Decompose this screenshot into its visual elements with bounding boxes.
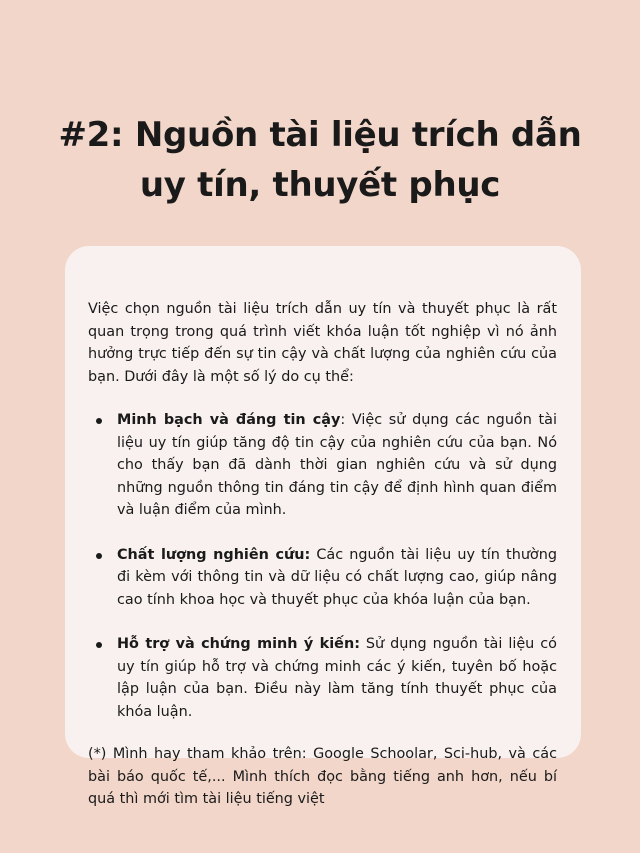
reason-heading: Hỗ trợ và chứng minh ý kiến: — [117, 636, 360, 652]
reason-item-support — [117, 633, 557, 723]
reason-body: Các nguồn tài liệu uy tín thường đi kèm với thông tin và dữ liệu có chất lượng cao, giúp nâng cao tính khoa học và thuyết phục của khóa luận của bạn. — [117, 546, 557, 608]
bullet-dot-icon — [96, 418, 102, 424]
reason-item-transparency — [117, 409, 557, 522]
bullet-dot-icon — [96, 553, 102, 559]
reason-body: Sử dụng nguồn tài liệu có uy tín giúp hỗ trợ và chứng minh các ý kiến, tuyên bố hoặc lập luận của bạn. Điều này làm tăng tính thuyết phục của khóa luận. — [117, 636, 557, 720]
intro-paragraph: Việc chọn nguồn tài liệu trích dẫn uy tín và thuyết phục là rất quan trọng trong quá trình viết khóa luận tốt nghiệp vì nó ảnh hưởng trực tiếp đến sự tin cậy và chất lượng của nghiên cứu của bạn. Dưới đây là một số lý do cụ thể: — [88, 301, 557, 385]
footnote-paragraph: (*) Mình hay tham khảo trên: Google Schoolar, Sci-hub, và các bài báo quốc tế,... Mình thích đọc bằng tiếng anh hơn, nếu bí quá thì mới tìm tài liệu tiếng việt — [88, 746, 557, 807]
page-title — [0, 110, 640, 210]
reason-item-quality — [117, 544, 557, 612]
title-line-1: #2: Nguồn tài liệu trích dẫn — [58, 115, 582, 155]
content-card — [65, 246, 581, 807]
title-line-2: uy tín, thuyết phục — [139, 165, 501, 205]
reason-body: : Việc sử dụng các nguồn tài liệu uy tín giúp tăng độ tin cậy của nghiên cứu của bạn. Nó cho thấy bạn đã dành thời gian nghiên cứu và sử dụng những nguồn thông tin đáng tin cậy để định hình quan điểm và luận điểm của mình. — [117, 412, 557, 518]
reason-heading: Chất lượng nghiên cứu: — [117, 546, 311, 563]
bullet-dot-icon — [96, 642, 102, 648]
reasons-list — [88, 409, 557, 723]
reason-heading: Minh bạch và đáng tin cậy — [117, 412, 341, 428]
